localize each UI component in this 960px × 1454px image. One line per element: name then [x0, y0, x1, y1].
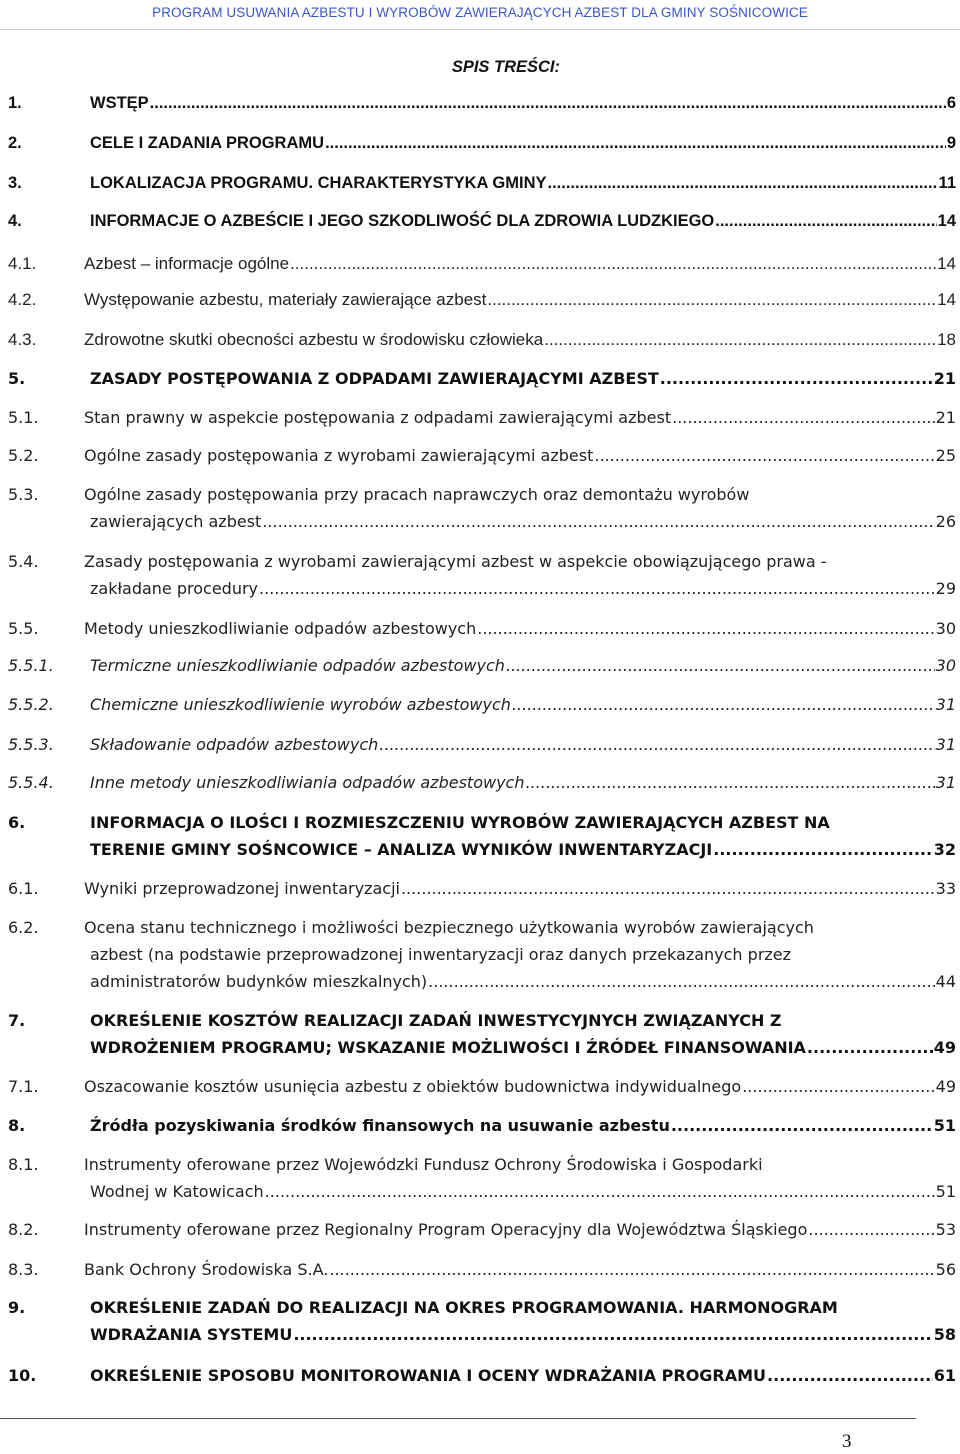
toc-entry-number: 5.5.2.: [8, 695, 54, 714]
toc-entry-title: ZASADY POSTĘPOWANIA Z ODPADAMI ZAWIERAJĄCYMI AZBEST: [90, 369, 659, 388]
running-header: PROGRAM USUWANIA AZBESTU I WYROBÓW ZAWIERAJĄCYCH AZBEST DLA GMINY SOŚNICOWICE: [0, 0, 960, 30]
toc-entry-title: Źródła pozyskiwania środków finansowych na usuwanie azbestu: [90, 1116, 670, 1135]
toc-entry-number: 4.2.: [8, 290, 37, 309]
dot-leader: [401, 875, 935, 902]
toc-entry-title: WSTĘP: [90, 94, 149, 112]
toc-entry-number: 4.3.: [8, 330, 37, 349]
toc-entry-number: 4.: [8, 212, 22, 230]
toc-entry-number: 5.5.: [8, 619, 39, 638]
toc-entry-title: Wyniki przeprowadzonej inwentaryzacji: [84, 879, 400, 898]
toc-entry-title: Chemiczne unieszkodliwienie wyrobów azbestowych: [90, 695, 511, 714]
toc-entry-page: 61: [933, 1366, 956, 1385]
toc-entry-page: 14: [937, 254, 956, 273]
toc-entry-page: 6: [946, 94, 956, 112]
toc-entry-number: 7.: [8, 1011, 26, 1030]
toc-entry-title: WDROŻENIEM PROGRAMU; WSKAZANIE MOŻLIWOŚCI I ŹRÓDEŁ FINANSOWANIA: [90, 1038, 806, 1057]
toc-entry-number: 8.3.: [8, 1260, 39, 1279]
toc-entry-title: Metody unieszkodliwianie odpadów azbestowych: [84, 619, 477, 638]
toc-entry-number: 7.1.: [8, 1077, 39, 1096]
toc-entry-title: Inne metody unieszkodliwiania odpadów azbestowych: [90, 773, 525, 792]
toc-entry-number: 1.: [8, 94, 22, 112]
toc-entry-page: 32: [933, 840, 956, 859]
toc-entry-number: 5.1.: [8, 408, 39, 427]
toc-entry-number: 5.5.1.: [8, 656, 54, 675]
toc-entry-title: Oszacowanie kosztów usunięcia azbestu z obiektów budownictwa indywidualnego: [84, 1077, 742, 1096]
page-number: 3: [842, 1431, 852, 1452]
dot-leader: [544, 326, 936, 353]
toc-entry-title: Instrumenty oferowane przez Regionalny Program Operacyjny dla Województwa Śląskiego: [84, 1220, 808, 1239]
toc-entry-page: 14: [937, 290, 956, 309]
toc-entry-number: 9.: [8, 1298, 26, 1317]
toc-entry-title: Występowanie azbestu, materiały zawierające azbest: [84, 290, 487, 309]
toc-entry-number: 8.1.: [8, 1155, 39, 1174]
dot-leader: [525, 769, 934, 796]
dot-leader: [715, 208, 936, 235]
toc-entry-title: zawierających azbest: [90, 512, 262, 531]
toc-entry-number: 3.: [8, 174, 22, 192]
dot-leader: [262, 508, 934, 535]
toc-entry-title: TERENIE GMINY SOŚNCOWICE – ANALIZA WYNIKÓW INWENTARYZACJI: [90, 840, 713, 859]
dot-leader: [325, 130, 946, 157]
dot-leader: [594, 442, 934, 469]
toc-entry-title: Ogólne zasady postępowania z wyrobami zawierającymi azbest: [84, 446, 594, 465]
toc-entry-number: 6.: [8, 813, 26, 832]
dot-leader: [672, 404, 935, 431]
toc-entry-number: 5.: [8, 369, 26, 388]
toc-entry-number: 10.: [8, 1366, 37, 1385]
toc-entry-page: 56: [935, 1260, 956, 1279]
toc-entry-title: INFORMACJA O ILOŚCI I ROZMIESZCZENIU WYROBÓW ZAWIERAJĄCYCH AZBEST NA: [90, 813, 830, 832]
toc-entry-number: 6.1.: [8, 879, 39, 898]
toc-entry-page: 49: [933, 1038, 956, 1057]
toc-entry-page: 21: [935, 408, 956, 427]
toc-entry-page: 51: [933, 1116, 956, 1135]
dot-leader: [808, 1216, 934, 1243]
toc-entry-number: 5.5.3.: [8, 735, 54, 754]
toc-entry-number: 2.: [8, 134, 22, 152]
dot-leader: [487, 286, 936, 313]
toc-entry-title: Zasady postępowania z wyrobami zawierającymi azbest w aspekcie obowiązującego prawa -: [84, 552, 827, 571]
toc-entry-title: zakładane procedury: [90, 579, 259, 598]
toc-entry-title: LOKALIZACJA PROGRAMU. CHARAKTERYSTYKA GMINY: [90, 174, 547, 192]
dot-leader: [713, 836, 932, 863]
toc-entry-page: 31: [935, 735, 956, 754]
toc-entry-title: Składowanie odpadów azbestowych: [90, 735, 379, 754]
toc-entry-title: Termiczne unieszkodliwianie odpadów azbestowych: [90, 656, 505, 675]
toc-entry-page: 21: [933, 369, 956, 388]
toc-entry-page: 30: [935, 619, 956, 638]
dot-leader: [428, 968, 934, 995]
footer-divider: [0, 1418, 916, 1419]
toc-entry-number: 5.4.: [8, 552, 39, 571]
dot-leader: [150, 90, 946, 117]
toc-entry-title: Bank Ochrony Środowiska S.A.: [84, 1260, 329, 1279]
toc-entry-page: 44: [935, 972, 956, 991]
toc-entry-page: 31: [935, 773, 956, 792]
toc-entry-title: OKREŚLENIE SPOSOBU MONITOROWANIA I OCENY WDRAŻANIA PROGRAMU: [90, 1366, 767, 1385]
toc-entry-page: 33: [935, 879, 956, 898]
toc-entry-page: 25: [935, 446, 956, 465]
toc-entry-title: Azbest – informacje ogólne: [84, 254, 290, 273]
dot-leader: [329, 1256, 934, 1283]
toc-entry-number: 6.2.: [8, 918, 39, 937]
toc-entry-title: WDRAŻANIA SYSTEMU: [90, 1325, 293, 1344]
toc-entry-number: 5.2.: [8, 446, 39, 465]
toc-entry-number: 5.3.: [8, 485, 39, 504]
toc-entry-title: OKREŚLENIE ZADAŃ DO REALIZACJI NA OKRES PROGRAMOWANIA. HARMONOGRAM: [90, 1298, 838, 1317]
toc-entry-page: 26: [935, 512, 956, 531]
toc-entry-number: 4.1.: [8, 254, 37, 273]
toc-entry-number: 8.2.: [8, 1220, 39, 1239]
dot-leader: [742, 1073, 934, 1100]
toc-entry-page: 49: [935, 1077, 956, 1096]
toc-entry-title: CELE I ZADANIA PROGRAMU: [90, 134, 325, 152]
dot-leader: [290, 250, 936, 277]
toc-entry-page: 29: [935, 579, 956, 598]
toc-entry-title: azbest (na podstawie przeprowadzonej inwentaryzacji oraz danych przekazanych przez: [90, 945, 792, 964]
dot-leader: [548, 170, 938, 197]
toc-entry-title: Zdrowotne skutki obecności azbestu w środowisku człowieka: [84, 330, 544, 349]
dot-leader: [379, 731, 934, 758]
toc-entry-page: 30: [935, 656, 956, 675]
toc-entry-page: 9: [946, 134, 956, 152]
toc-entry-page: 58: [933, 1325, 956, 1344]
toc-entry-title: administratorów budynków mieszkalnych): [90, 972, 428, 991]
toc-entry-title: OKREŚLENIE KOSZTÓW REALIZACJI ZADAŃ INWESTYCYJNYCH ZWIĄZANYCH Z: [90, 1011, 782, 1030]
dot-leader: [512, 691, 935, 718]
dot-leader: [807, 1034, 933, 1061]
toc-entry-page: 53: [935, 1220, 956, 1239]
toc-entry-page: 18: [937, 330, 956, 349]
toc-entry-title: Instrumenty oferowane przez Wojewódzki Fundusz Ochrony Środowiska i Gospodarki: [84, 1155, 763, 1174]
toc-entry-page: 11: [938, 174, 956, 192]
dot-leader: [477, 615, 934, 642]
dot-leader: [767, 1362, 933, 1389]
toc-entry-title: Ocena stanu technicznego i możliwości bezpiecznego użytkowania wyrobów zawierających: [84, 918, 814, 937]
dot-leader: [293, 1321, 932, 1348]
toc-entry-title: Stan prawny w aspekcie postępowania z odpadami zawierającymi azbest: [84, 408, 672, 427]
toc-entry-number: 5.5.4.: [8, 773, 54, 792]
toc-entry-page: 51: [935, 1182, 956, 1201]
toc-entry-title: INFORMACJE O AZBEŚCIE I JEGO SZKODLIWOŚĆ DLA ZDROWIA LUDZKIEGO: [90, 212, 715, 230]
toc-title: SPIS TREŚCI:: [451, 58, 560, 76]
toc-entry-number: 8.: [8, 1116, 26, 1135]
dot-leader: [660, 365, 933, 392]
toc-entry-page: 14: [937, 212, 956, 230]
dot-leader: [259, 575, 935, 602]
dot-leader: [671, 1112, 933, 1139]
toc-entry-title: Ogólne zasady postępowania przy pracach naprawczych oraz demontażu wyrobów: [84, 485, 750, 504]
toc-entry-title: Wodnej w Katowicach: [90, 1182, 264, 1201]
toc-entry-page: 31: [935, 695, 956, 714]
dot-leader: [506, 652, 935, 679]
dot-leader: [265, 1178, 935, 1205]
